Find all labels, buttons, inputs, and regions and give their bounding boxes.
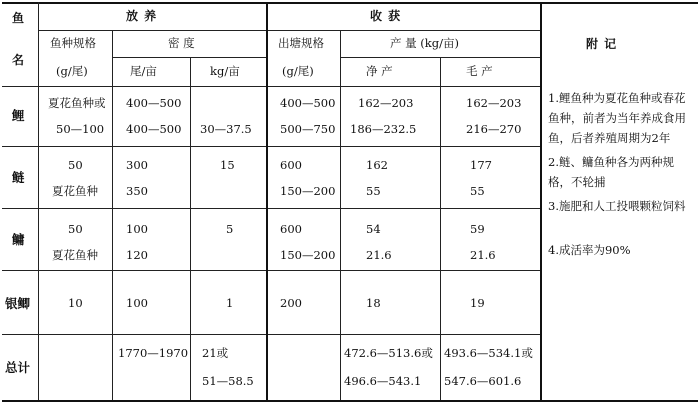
cell: 120 xyxy=(126,248,148,262)
header-stocking: 放 养 xyxy=(126,9,158,23)
row-total-label: 总计 xyxy=(5,360,31,375)
cell: 300 xyxy=(126,158,148,172)
header-fingerling-size: 鱼种规格 xyxy=(50,36,96,50)
cell: 600 xyxy=(280,222,302,236)
cell: 493.6—534.1或 xyxy=(444,346,533,360)
cell: 21.6 xyxy=(366,248,392,262)
cell: 10 xyxy=(68,296,83,310)
row-divider-1 xyxy=(2,146,540,147)
header-divider-1 xyxy=(38,30,540,31)
cell: 400—500 xyxy=(126,96,182,110)
note-4: 4.成活率为90% xyxy=(548,243,631,257)
col-divider-fish xyxy=(38,2,39,400)
header-gross: 毛 产 xyxy=(466,64,493,78)
cell: 150—200 xyxy=(280,248,336,262)
cell: 216—270 xyxy=(466,122,522,136)
cell: 186—232.5 xyxy=(350,122,417,136)
cell: 21.6 xyxy=(470,248,496,262)
cell: 55 xyxy=(470,184,485,198)
note-3: 3.施肥和人工投喂颗粒饲料 xyxy=(548,199,686,213)
row-divider-3 xyxy=(2,270,540,271)
cell: 350 xyxy=(126,184,148,198)
cell: 54 xyxy=(366,222,381,236)
cell: 200 xyxy=(280,296,302,310)
cell: 21或 xyxy=(202,346,229,360)
header-divider-density xyxy=(112,57,266,58)
cell: 600 xyxy=(280,158,302,172)
table-top-border xyxy=(2,2,698,4)
row-divider-2 xyxy=(2,208,540,209)
cell: 夏花鱼种 xyxy=(52,184,98,198)
cell: 5 xyxy=(226,222,234,236)
header-notes: 附 记 xyxy=(586,37,618,51)
col-divider-per-mu xyxy=(190,57,191,400)
row-fish-silver-carp: 鲢 xyxy=(12,170,25,185)
header-harvest: 收 获 xyxy=(370,9,402,23)
cell: 50 xyxy=(68,158,83,172)
col-divider-net xyxy=(440,57,441,400)
cell: 400—500 xyxy=(280,96,336,110)
row-fish-bighead-carp: 鳙 xyxy=(12,232,25,247)
col-divider-stocking-harvest xyxy=(266,2,268,400)
header-bottom-border xyxy=(2,86,540,87)
note-1: 1.鲤鱼种为夏花鱼种或春花鱼种，前者为当年养成食用鱼，后者养殖周期为2年 xyxy=(548,91,686,145)
cell: 162 xyxy=(366,158,388,172)
header-density-kg: kg/亩 xyxy=(210,64,240,78)
header-density-per-mu: 尾/亩 xyxy=(130,64,157,78)
cell: 55 xyxy=(366,184,381,198)
row-divider-4 xyxy=(2,334,540,335)
cell: 50 xyxy=(68,222,83,236)
header-yield: 产 量 (kg/亩) xyxy=(390,36,459,50)
col-divider-notes xyxy=(540,2,542,400)
note-2: 2.鲢、鳙鱼种各为两种规格，不轮捕 xyxy=(548,155,674,189)
cell: 夏花鱼种 xyxy=(52,248,98,262)
cell: 1770—1970 xyxy=(118,346,189,360)
cell: 162—203 xyxy=(358,96,414,110)
cell: 500—750 xyxy=(280,122,336,136)
col-divider-size xyxy=(112,30,113,400)
header-net: 净 产 xyxy=(366,64,393,78)
table-bottom-border xyxy=(2,400,698,402)
cell: 19 xyxy=(470,296,485,310)
cell: 496.6—543.1 xyxy=(344,374,422,388)
row-fish-carp: 鲤 xyxy=(12,108,25,123)
cell: 15 xyxy=(220,158,235,172)
cell: 59 xyxy=(470,222,485,236)
cell: 150—200 xyxy=(280,184,336,198)
cell: 50—100 xyxy=(56,122,105,136)
cell: 547.6—601.6 xyxy=(444,374,522,388)
header-harvest-size-unit: (g/尾) xyxy=(282,64,314,78)
header-harvest-size: 出塘规格 xyxy=(278,36,324,50)
header-density: 密 度 xyxy=(168,36,195,50)
cell: 100 xyxy=(126,222,148,236)
cell: 1 xyxy=(226,296,234,310)
row-fish-silver-crucian: 银鲫 xyxy=(5,296,31,311)
cell: 400—500 xyxy=(126,122,182,136)
cell: 夏花鱼种或 xyxy=(48,96,106,110)
header-fish-1: 鱼 xyxy=(12,11,26,25)
cell: 18 xyxy=(366,296,381,310)
cell: 51—58.5 xyxy=(202,374,254,388)
cell: 162—203 xyxy=(466,96,522,110)
cell: 30—37.5 xyxy=(200,122,252,136)
cell: 177 xyxy=(470,158,492,172)
cell: 472.6—513.6或 xyxy=(344,346,433,360)
col-divider-harvest-size xyxy=(340,30,341,400)
header-fingerling-unit: (g/尾) xyxy=(56,64,88,78)
header-fish-2: 名 xyxy=(12,53,26,67)
cell: 100 xyxy=(126,296,148,310)
